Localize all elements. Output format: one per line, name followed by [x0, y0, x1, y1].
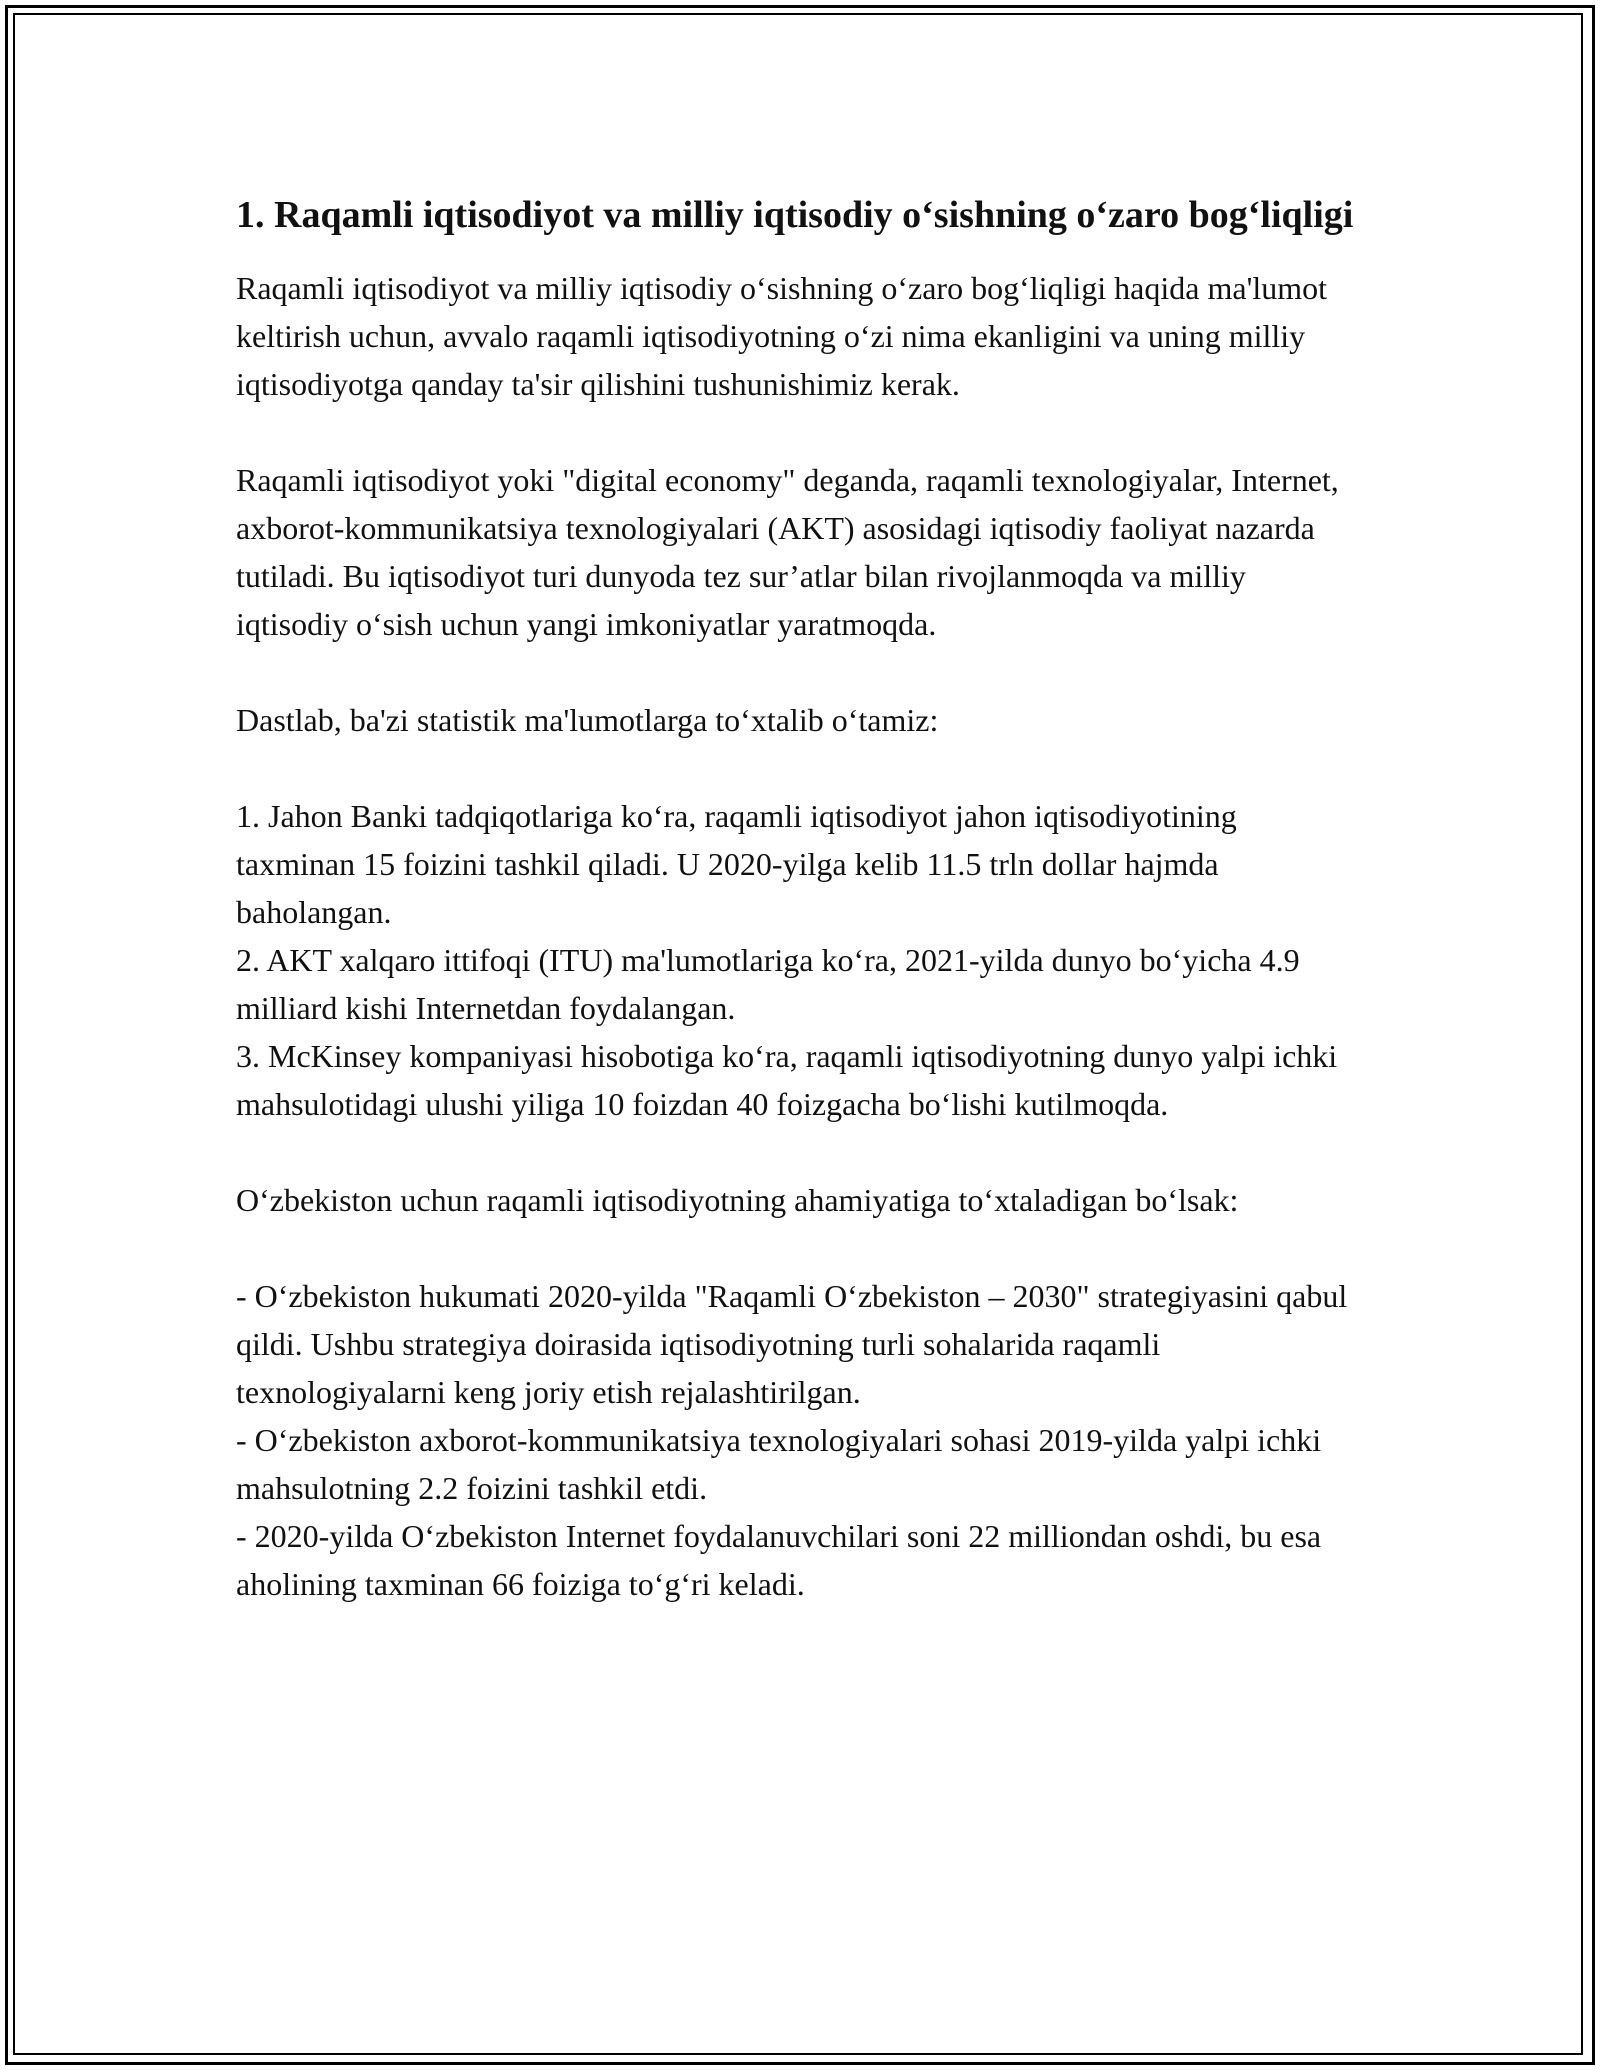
document-body — [236, 188, 1356, 1608]
list-item: 3. McKinsey kompaniyasi hisobotiga ko‘ra, raqamli iqtisodiyotning dunyo yalpi ichki mahsulotidagi ulushi yiliga 10 foizdan 40 foizgacha bo‘lishi kutilmoqda. — [236, 1038, 1338, 1122]
uzbekistan-points-list — [236, 1272, 1356, 1608]
uzbekistan-intro-paragraph: O‘zbekiston uchun raqamli iqtisodiyotning ahamiyatiga to‘xtaladigan bo‘lsak: — [236, 1182, 1239, 1218]
intro-paragraph: Raqamli iqtisodiyot va milliy iqtisodiy o‘sishning o‘zaro bog‘liqligi haqida ma'lumot keltirish uchun, avvalo raqamli iqtisodiyotning o‘zi nima ekanligini va uning milliy iqtisodiyotga qanday ta'sir qilishini tushunishimiz kerak. — [236, 270, 1327, 402]
list-item: 2. AKT xalqaro ittifoqi (ITU) ma'lumotlariga ko‘ra, 2021-yilda dunyo bo‘yicha 4.9 milliard kishi Internetdan foydalangan. — [236, 942, 1300, 1026]
list-item: - O‘zbekiston hukumati 2020-yilda "Raqamli O‘zbekiston – 2030" strategiyasini qabul qildi. Ushbu strategiya doirasida iqtisodiyotning turli sohalarida raqamli texnologiyalarni keng joriy etish rejalashtirilgan. — [236, 1278, 1348, 1410]
list-item: 1. Jahon Banki tadqiqotlariga ko‘ra, raqamli iqtisodiyot jahon iqtisodiyotining taxminan 15 foizini tashkil qiladi. U 2020-yilga kelib 11.5 trln dollar hajmda baholangan. — [236, 798, 1237, 930]
stats-intro-paragraph: Dastlab, ba'zi statistik ma'lumotlarga to‘xtalib o‘tamiz: — [236, 702, 939, 738]
definition-paragraph: Raqamli iqtisodiyot yoki "digital economy" deganda, raqamli texnologiyalar, Internet, axborot-kommunikatsiya texnologiyalari (AKT) asosidagi iqtisodiy faoliyat nazarda tutiladi. Bu iqtisodiyot turi dunyoda tez sur’atlar bilan rivojlanmoqda va milliy iqtisodiy o‘sish uchun yangi imkoniyatlar yaratmoqda. — [236, 462, 1339, 642]
list-item: - 2020-yilda O‘zbekiston Internet foydalanuvchilari soni 22 milliondan oshdi, bu esa aholining taxminan 66 foiziga to‘g‘ri keladi. — [236, 1518, 1322, 1602]
list-item: - O‘zbekiston axborot-kommunikatsiya texnologiyalari sohasi 2019-yilda yalpi ichki mahsulotning 2.2 foizini tashkil etdi. — [236, 1422, 1322, 1506]
document-title: 1. Raqamli iqtisodiyot va milliy iqtisodiy o‘sishning o‘zaro bog‘liqligi — [236, 194, 1354, 236]
stats-list — [236, 792, 1356, 1128]
